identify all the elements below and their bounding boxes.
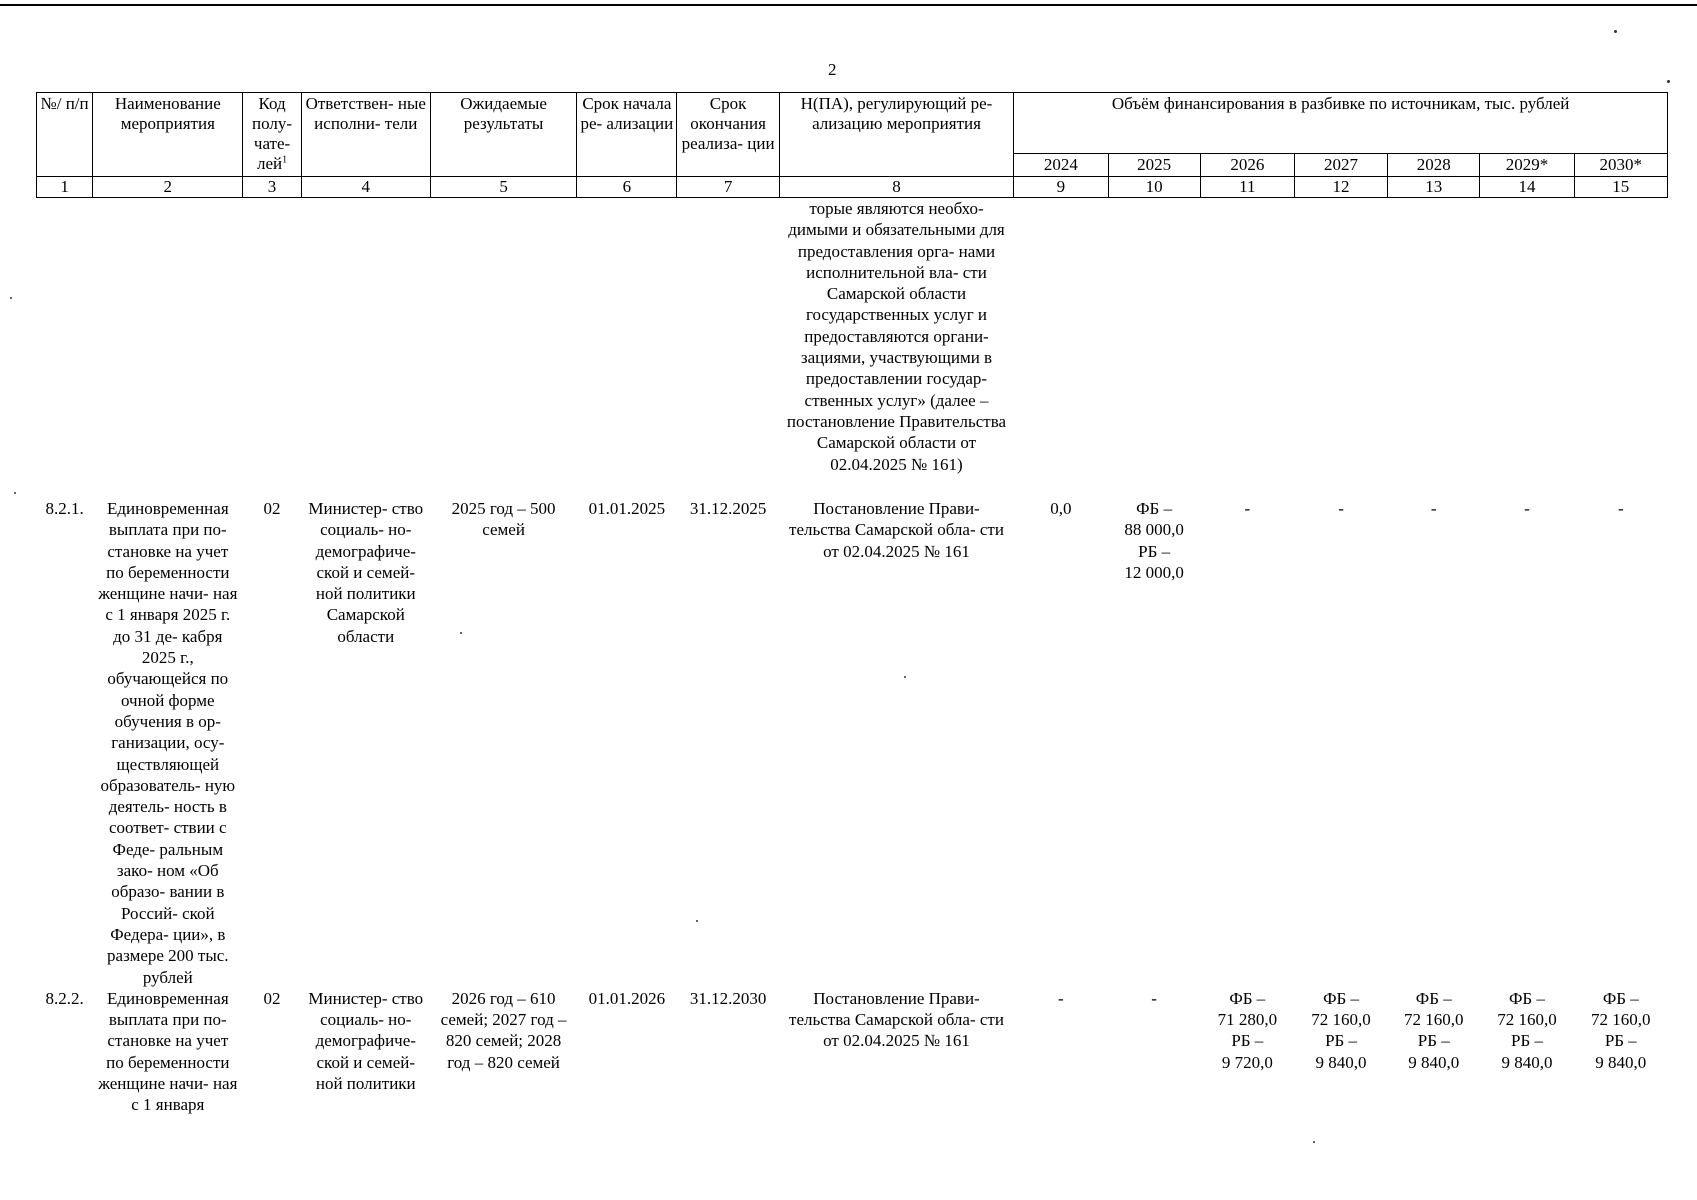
financing-value: 9 720,0: [1221, 1052, 1273, 1072]
year-cell: 2026: [1200, 154, 1294, 177]
top-rule: [0, 4, 1697, 6]
financing-source: РБ –: [1511, 1031, 1543, 1051]
financing-value: -: [1617, 499, 1624, 518]
financing-value: 71 280,0: [1217, 1010, 1278, 1030]
financing-source: ФБ –: [1136, 499, 1173, 518]
column-number: 2: [93, 177, 243, 198]
page-number: 2: [828, 60, 837, 79]
activity-name: Единовременная выплата при по- становке на учет по беременности женщине начи- ная с 1 января: [98, 988, 238, 1115]
scan-speck: [696, 920, 698, 922]
financing-value: 9 840,0: [1408, 1052, 1460, 1072]
header-executors: Ответствен- ные исполни- тели: [301, 93, 430, 177]
program-table: [36, 92, 1668, 1116]
column-number: 15: [1574, 177, 1667, 198]
header-financing: Объём финансирования в разбивке по источникам, тыс. рублей: [1014, 93, 1668, 154]
header-number: №/ п/п: [37, 93, 93, 177]
year-cell: 2027: [1294, 154, 1387, 177]
scan-speck: [1614, 30, 1617, 33]
scan-speck: [10, 297, 12, 299]
header-results: Ожидаемые результаты: [430, 93, 576, 177]
financing-source: РБ –: [1138, 541, 1171, 561]
column-number: 9: [1014, 177, 1108, 198]
financing-value: -: [1524, 499, 1530, 518]
expected-results: 2026 год – 610 семей; 2027 год – 820 семей; 2028 год – 820 семей: [440, 988, 567, 1072]
year-cell: 2025: [1108, 154, 1200, 177]
legal-act: Постановление Прави- тельства Самарской обла- сти от 02.04.2025 № 161: [789, 499, 1004, 561]
table-row: [37, 498, 1668, 988]
financing-source: РБ –: [1325, 1031, 1358, 1051]
scan-speck: [460, 632, 462, 634]
column-number: 5: [430, 177, 576, 198]
end-date: 31.12.2030: [689, 988, 767, 1008]
financing-value: 72 160,0: [1497, 1010, 1557, 1030]
financing-source: РБ –: [1417, 1031, 1450, 1051]
scan-speck: [904, 676, 906, 678]
financing-cell: [1014, 498, 1108, 988]
column-number: 4: [301, 177, 430, 198]
header-start: Срок начала ре- ализации: [577, 93, 677, 177]
financing-value: 9 840,0: [1501, 1052, 1553, 1072]
column-number: 10: [1108, 177, 1200, 198]
year-cell: 2029*: [1480, 154, 1574, 177]
financing-value: -: [1430, 499, 1437, 518]
table-row: [37, 988, 1668, 1116]
financing-cell: [1294, 498, 1387, 988]
recipient-code: 02: [263, 988, 281, 1008]
financing-source: ФБ –: [1602, 988, 1639, 1008]
financing-cell: [1108, 988, 1200, 1116]
financing-value: -: [1244, 499, 1251, 518]
year-cell: 2028: [1388, 154, 1480, 177]
financing-source: ФБ –: [1415, 988, 1452, 1008]
financing-cell: [1480, 498, 1574, 988]
financing-cell: [1480, 988, 1574, 1116]
financing-cell: [1200, 988, 1294, 1116]
column-number: 12: [1294, 177, 1387, 198]
year-cell: 2030*: [1574, 154, 1667, 177]
financing-value: 72 160,0: [1591, 1010, 1651, 1030]
header-row: [37, 93, 1668, 154]
scan-speck: [14, 492, 16, 494]
financing-cell: [1574, 988, 1667, 1116]
legal-act: Постановление Прави- тельства Самарской обла- сти от 02.04.2025 № 161: [789, 988, 1004, 1051]
recipient-code: 02: [263, 499, 281, 518]
executor: Министер- ство социаль- но- демографиче- ской и семей- ной политики: [308, 988, 424, 1094]
start-date: 01.01.2026: [588, 988, 666, 1008]
financing-source: ФБ –: [1509, 988, 1545, 1008]
financing-source: ФБ –: [1229, 988, 1266, 1008]
header-end: Срок окончания реализа- ции: [677, 93, 779, 177]
financing-cell: [1294, 988, 1387, 1116]
financing-value: -: [1151, 988, 1157, 1008]
column-numbers-row: [37, 177, 1668, 198]
header-npa: Н(ПА), регулирующий ре- ализацию мероприятия: [779, 93, 1014, 177]
scan-speck: [1313, 1141, 1315, 1143]
column-number: 8: [779, 177, 1014, 198]
financing-cell: [1388, 498, 1480, 988]
financing-cell: [1108, 498, 1200, 988]
financing-value: -: [1338, 499, 1344, 518]
financing-source: РБ –: [1604, 1031, 1637, 1051]
financing-source: РБ –: [1231, 1031, 1264, 1051]
npa-continuation-text: торые являются необхо- димыми и обязательными для предоставления орга- нами исполнительной вла- сти Самарской области государственных услуг и предоставляются органи- зациями, участвующими в предоставлении государ- ственных услуг» (далее – постановление Правительства Самарской области от 02.04.2025 № 161): [786, 199, 1007, 474]
financing-source: ФБ –: [1323, 988, 1360, 1008]
financing-value: 9 840,0: [1315, 1052, 1367, 1072]
scan-speck: [1667, 80, 1670, 83]
column-number: 6: [577, 177, 677, 198]
row-number: 8.2.1.: [45, 499, 84, 518]
column-number: 7: [677, 177, 779, 198]
expected-results: 2025 год – 500 семей: [451, 499, 556, 540]
column-number: 11: [1200, 177, 1294, 198]
financing-cell: [1574, 498, 1667, 988]
financing-value: 0,0: [1050, 499, 1072, 518]
header-name: Наименование мероприятия: [93, 93, 243, 177]
financing-value: -: [1058, 988, 1064, 1008]
financing-value: 72 160,0: [1404, 1010, 1464, 1030]
column-number: 14: [1480, 177, 1574, 198]
financing-cell: [1388, 988, 1480, 1116]
executor: Министер- ство социаль- но- демографиче- ской и семей- ной политики Самарской области: [308, 499, 424, 646]
start-date: 01.01.2025: [588, 499, 666, 518]
activity-name: Единовременная выплата при по- становке на учет по беременности женщине начи- ная с 1 января 2025 г. до 31 де- кабря 2025 г., обучающейся по очной форме обучения в ор- ганизации, осу- ществляющей образователь- ную деятель- ность в соответ- ствии с Феде- ральным зако- ном «Об образо- вании в Россий- ской Федера- ции», в размере 200 тыс. рублей: [98, 499, 238, 987]
continuation-row: [37, 198, 1668, 499]
financing-value: 72 160,0: [1311, 1010, 1371, 1030]
column-number: 1: [37, 177, 93, 198]
financing-cell: [1014, 988, 1108, 1116]
column-number: 3: [243, 177, 301, 198]
year-cell: 2024: [1014, 154, 1108, 177]
end-date: 31.12.2025: [689, 499, 767, 518]
financing-value: 88 000,0: [1124, 520, 1184, 540]
financing-cell: [1200, 498, 1294, 988]
financing-value: 12 000,0: [1124, 562, 1184, 582]
financing-value: 9 840,0: [1595, 1052, 1647, 1072]
row-number: 8.2.2.: [45, 988, 84, 1008]
column-number: 13: [1388, 177, 1480, 198]
header-code: Код полу- чате- лей$^1$: [243, 93, 301, 177]
